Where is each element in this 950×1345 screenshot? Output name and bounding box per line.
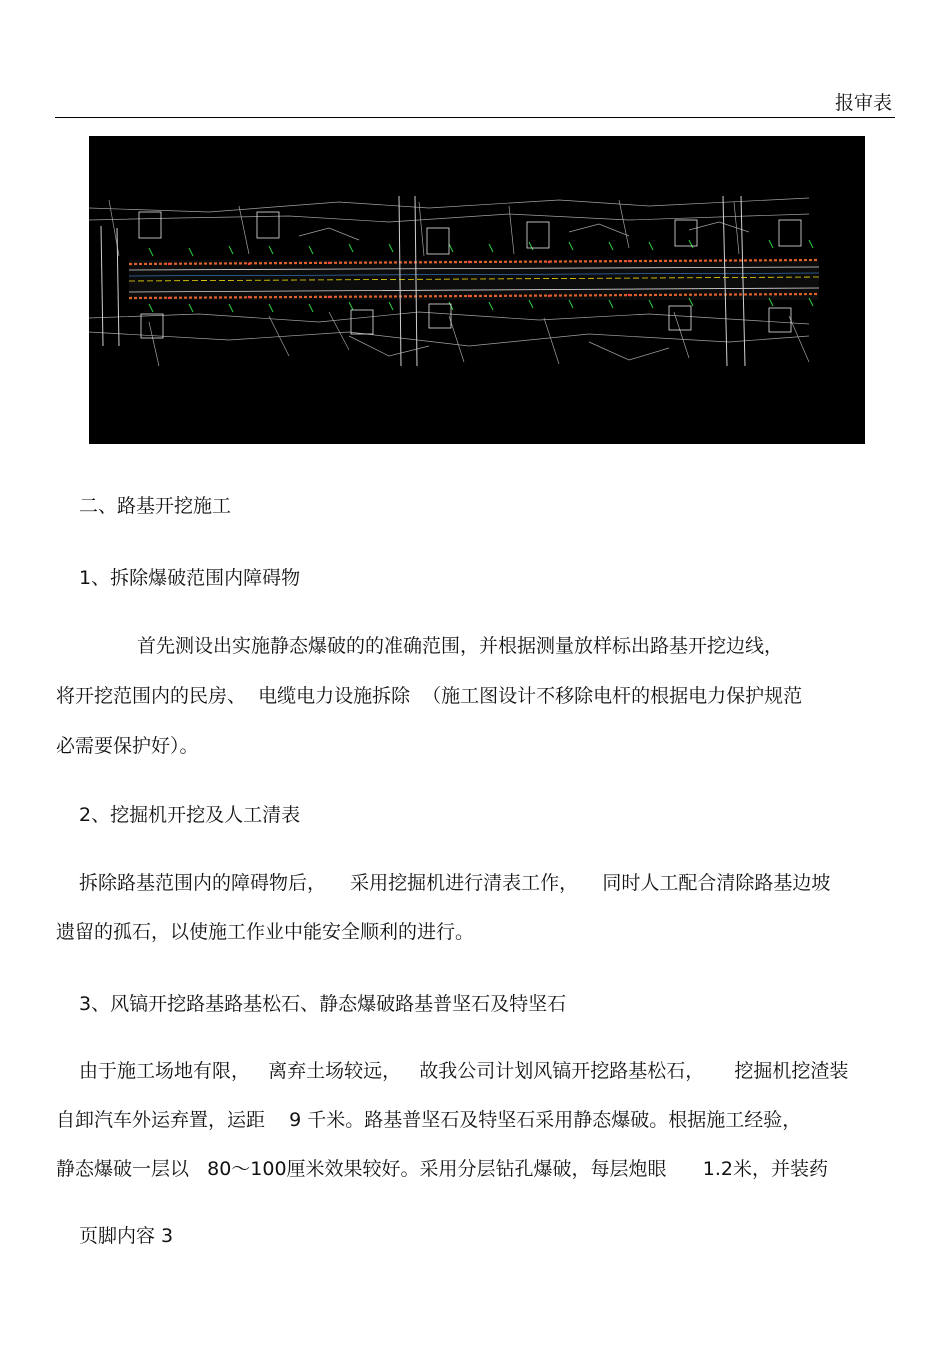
section-heading-subgrade-excavation: 二、路基开挖施工 [79,495,232,517]
road-plan-drawing [89,136,865,444]
header-title: 报审表 [834,92,892,114]
item-2-paragraph-line-2: 遗留的孤石，以使施工作业中能安全顺利的进行。 [56,921,475,943]
footer-text: 页脚内容 3 [79,1225,174,1247]
item-1-paragraph-line-1: 首先测设出实施静态爆破的的准确范围，并根据测量放样标出路基开挖边线， [137,635,784,657]
item-1-paragraph-line-2: 将开挖范围内的民房、 电缆电力设施拆除 （施工图设计不移除电杆的根据电力保护规范 [56,685,803,707]
road-corridor [129,260,819,300]
item-3-paragraph-line-1: 由于施工场地有限， 离弃土场较远， 故我公司计划风镐开挖路基松石， 挖掘机挖渣装 [79,1060,849,1082]
item-3-paragraph-line-3: 静态爆破一层以 80～100厘米效果较好。采用分层钻孔爆破，每层炮眼 1.2米，并装药 [56,1158,829,1180]
item-3-title: 3、风镐开挖路基路基松石、静态爆破路基普坚石及特坚石 [79,993,567,1015]
item-2-paragraph-line-1: 拆除路基范围内的障碍物后， 采用挖掘机进行清表工作， 同时人工配合清除路基边坡 [79,872,831,894]
header-divider [55,117,895,118]
item-1-title: 1、拆除爆破范围内障碍物 [79,567,301,589]
item-2-title: 2、挖掘机开挖及人工清表 [79,804,301,826]
item-3-paragraph-line-2: 自卸汽车外运弃置，运距 9 千米。路基普坚石及特坚石采用静态爆破。根据施工经验， [56,1109,802,1131]
item-1-paragraph-line-3: 必需要保护好）。 [56,735,199,757]
